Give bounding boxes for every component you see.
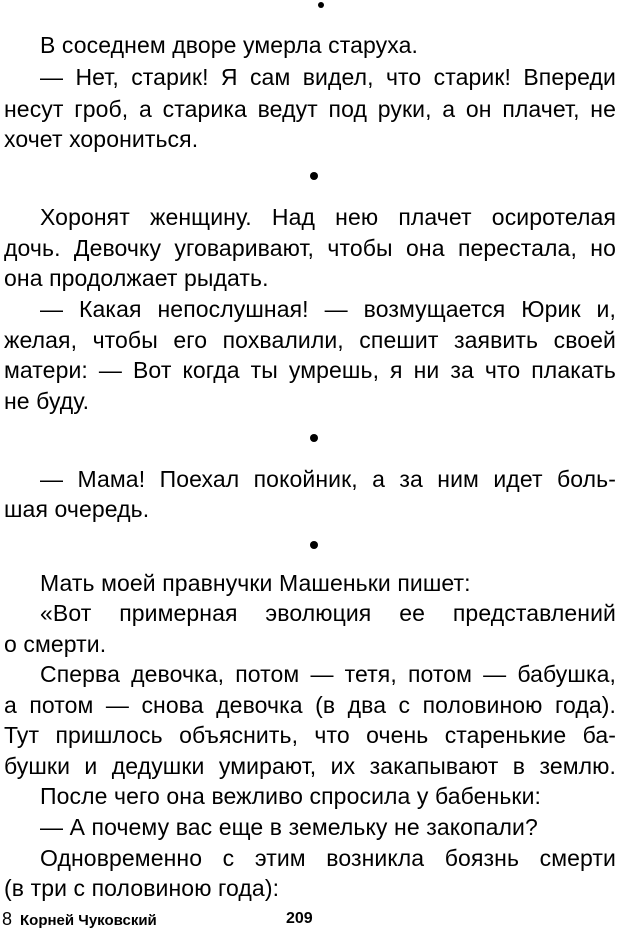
text-line: бушки и дедушки умирают, их закапывают в землю. bbox=[4, 753, 616, 779]
section-separator-dot bbox=[310, 434, 318, 442]
text-line: В соседнем дворе умерла старуха. bbox=[40, 32, 419, 58]
text-line: хочет хорониться. bbox=[4, 126, 199, 152]
text-line: не буду. bbox=[4, 388, 90, 414]
text-line: Одновременно с этим возникла боязнь смерти bbox=[40, 845, 616, 871]
top-mark bbox=[318, 2, 324, 8]
text-line: — Какая непослушная! — возмущается Юрик и, bbox=[40, 296, 616, 322]
text-line: — А почему вас еще в земельку не закопали? bbox=[40, 814, 538, 840]
text-line: матери: — Вот когда ты умрешь, я ни за что плакать bbox=[4, 357, 616, 383]
text-line: (в три с половиною года): bbox=[4, 875, 280, 901]
signature-number: 8 bbox=[2, 909, 13, 929]
text-line: — Мама! Поехал покойник, а за ним идет боль- bbox=[40, 466, 616, 492]
text-line: Мать моей правнучки Машеньки пишет: bbox=[40, 570, 471, 596]
text-line: — Нет, старик! Я сам видел, что старик! Впереди bbox=[40, 64, 616, 90]
text-line: она продолжает рыдать. bbox=[4, 265, 269, 291]
signature-mark bbox=[2, 907, 157, 933]
text-line: несут гроб, а старика ведут под руки, а он плачет, не bbox=[4, 96, 616, 122]
text-line: дочь. Девочку уговаривают, чтобы она перестала, но bbox=[4, 235, 616, 261]
author-name: Корней Чуковский bbox=[20, 912, 157, 929]
page-footer bbox=[0, 907, 620, 933]
text-line: «Вот примерная эволюция ее представлений bbox=[40, 600, 616, 626]
text-line: шая очередь. bbox=[4, 496, 150, 522]
page-number: 209 bbox=[286, 910, 313, 927]
section-separator-dot bbox=[310, 541, 318, 549]
text-line: желая, чтобы его похвалили, спешит заявить своей bbox=[4, 327, 616, 353]
text-line: После чего она вежливо спросила у бабеньки: bbox=[40, 783, 542, 809]
section-separator-dot bbox=[310, 172, 318, 180]
text-line: Хоронят женщину. Над нею плачет осиротелая bbox=[40, 204, 616, 230]
text-line: о смерти. bbox=[4, 631, 107, 657]
text-line: Тут пришлось объяснить, что очень старенькие ба- bbox=[4, 722, 616, 748]
text-line: а потом — снова девочка (в два с половиною года). bbox=[4, 692, 616, 718]
text-line: Сперва девочка, потом — тетя, потом — бабушка, bbox=[40, 661, 616, 687]
